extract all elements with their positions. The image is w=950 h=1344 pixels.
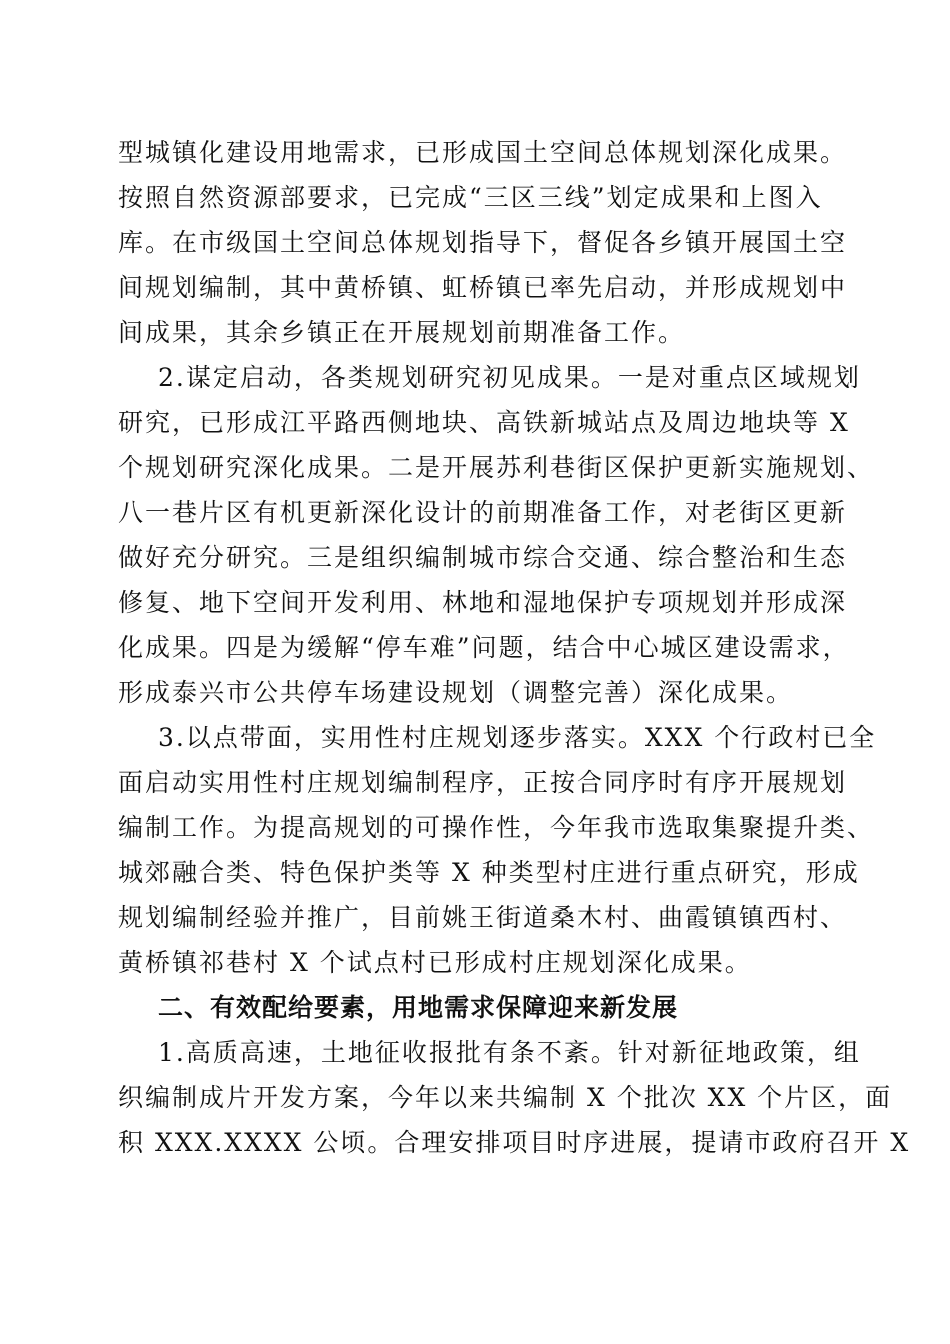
text-line: 城郊融合类、特色保护类等 X 种类型村庄进行重点研究，形成 xyxy=(118,858,860,887)
paragraph-3-start: 3.以点带面，实用性村庄规划逐步落实。XXX 个行政村已全 xyxy=(158,723,877,752)
text-line: 库。在市级国土空间总体规划指导下，督促各乡镇开展国土空 xyxy=(118,228,848,257)
text-line: 面启动实用性村庄规划编制程序，正按合同序时有序开展规划 xyxy=(118,768,848,797)
text-line: 积 XXX.XXXX 公顷。合理安排项目时序进展，提请市政府召开 X xyxy=(118,1128,911,1157)
text-line: 八一巷片区有机更新深化设计的前期准备工作，对老街区更新 xyxy=(118,498,848,527)
text-line: 间成果，其余乡镇正在开展规划前期准备工作。 xyxy=(118,318,686,347)
text-line: 按照自然资源部要求，已完成“三区三线”划定成果和上图入 xyxy=(118,183,823,212)
text-line: 做好充分研究。三是组织编制城市综合交通、综合整治和生态 xyxy=(118,543,848,572)
section-heading: 二、有效配给要素，用地需求保障迎来新发展 xyxy=(158,993,679,1022)
text-line: 形成泰兴市公共停车场建设规划（调整完善）深化成果。 xyxy=(118,678,794,707)
text-line: 编制工作。为提高规划的可操作性，今年我市选取集聚提升类、 xyxy=(118,813,875,842)
paragraph-2-start: 2.谋定启动，各类规划研究初见成果。一是对重点区域规划 xyxy=(158,363,861,392)
text-line: 个规划研究深化成果。二是开展苏利巷街区保护更新实施规划、 xyxy=(118,453,875,482)
text-line: 规划编制经验并推广，目前姚王街道桑木村、曲霞镇镇西村、 xyxy=(118,903,848,932)
text-line: 型城镇化建设用地需求，已形成国土空间总体规划深化成果。 xyxy=(118,138,848,167)
text-line: 研究，已形成江平路西侧地块、高铁新城站点及周边地块等 X xyxy=(118,408,850,437)
text-line: 黄桥镇祁巷村 X 个试点村已形成村庄规划深化成果。 xyxy=(118,948,752,977)
text-line: 化成果。四是为缓解“停车难”问题，结合中心城区建设需求， xyxy=(118,633,850,662)
text-line: 修复、地下空间开发利用、林地和湿地保护专项规划并形成深 xyxy=(118,588,848,617)
text-line: 间规划编制，其中黄桥镇、虹桥镇已率先启动，并形成规划中 xyxy=(118,273,848,302)
paragraph-section2-1-start: 1.高质高速，土地征收报批有条不紊。针对新征地政策，组 xyxy=(158,1038,861,1067)
text-line: 织编制成片开发方案，今年以来共编制 X 个批次 XX 个片区，面 xyxy=(118,1083,893,1112)
document-body xyxy=(118,130,911,1165)
